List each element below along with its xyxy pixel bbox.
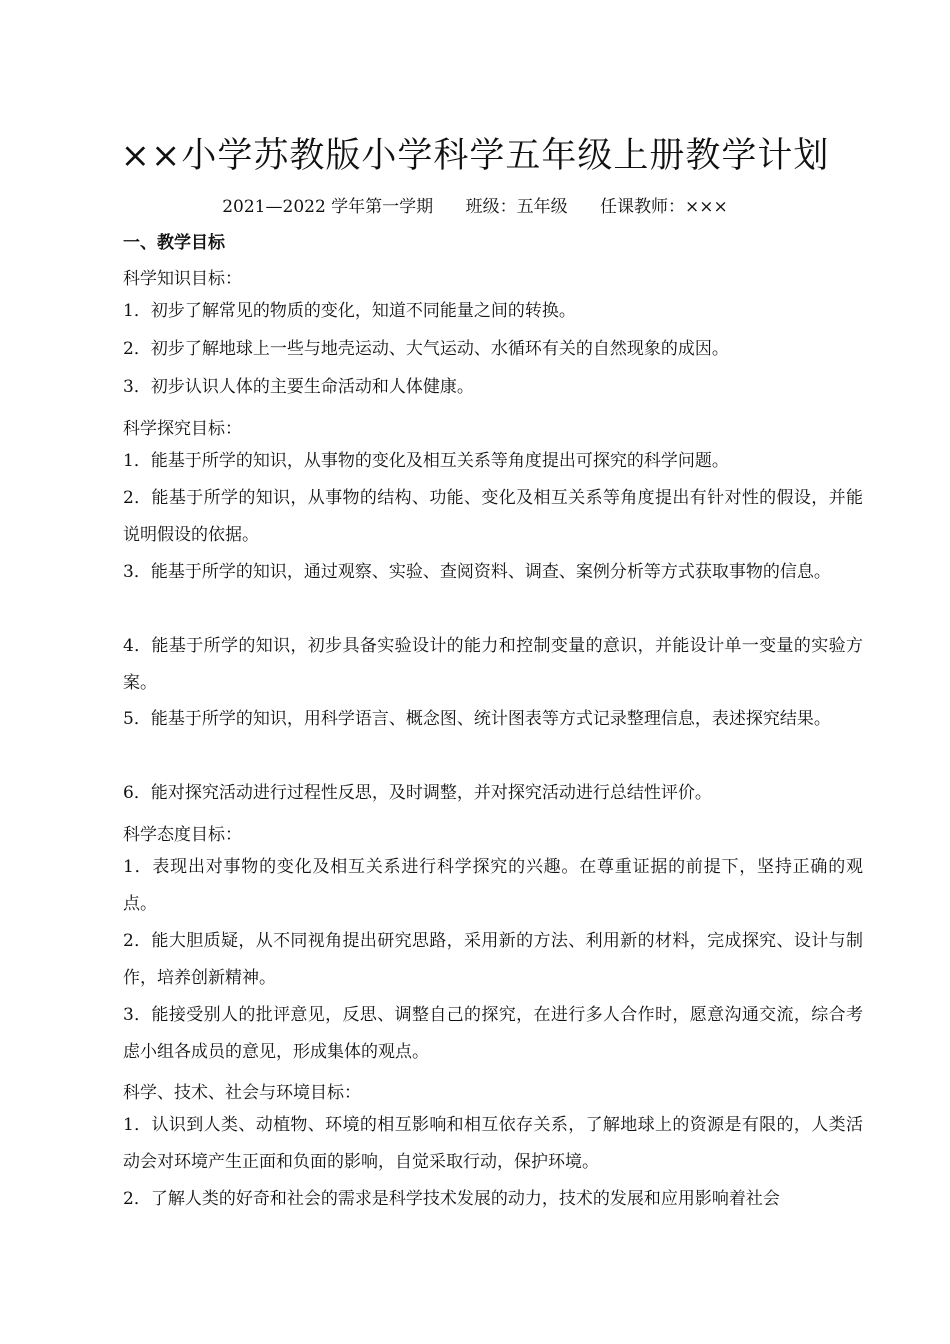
list-item: 3．能接受别人的批评意见，反思、调整自己的探究，在进行多人合作时，愿意沟通交流，综合考虑小组各成员的意见，形成集体的观点。: [123, 1005, 863, 1062]
attitude-goals-label: 科学态度目标：: [123, 825, 242, 845]
list-item: 4．能基于所学的知识，初步具备实验设计的能力和控制变量的意识，并能设计单一变量的实验方案。: [123, 636, 863, 693]
list-item: 3．初步认识人体的主要生命活动和人体健康。: [123, 377, 474, 397]
list-item: 2．了解人类的好奇和社会的需求是科学技术发展的动力，技术的发展和应用影响着社会: [123, 1189, 780, 1209]
inquiry-goals-label: 科学探究目标：: [123, 419, 242, 439]
list-item: 2．能基于所学的知识，从事物的结构、功能、变化及相互关系等角度提出有针对性的假设，并能说明假设的依据。: [123, 488, 863, 545]
list-item: 2．初步了解地球上一些与地壳运动、大气运动、水循环有关的自然现象的成因。: [123, 339, 729, 359]
list-item: 3．能基于所学的知识，通过观察、实验、查阅资料、调查、案例分析等方式获取事物的信息。: [123, 562, 831, 582]
list-item: 1．能基于所学的知识，从事物的变化及相互关系等角度提出可探究的科学问题。: [123, 451, 729, 471]
section-heading: 一、教学目标: [123, 233, 225, 253]
document-meta: 2021—2022 学年第一学期 班级：五年级 任课教师：×××: [222, 197, 728, 217]
list-item: 5．能基于所学的知识，用科学语言、概念图、统计图表等方式记录整理信息，表述探究结果。: [123, 709, 831, 729]
list-item: 1．认识到人类、动植物、环境的相互影响和相互依存关系，了解地球上的资源是有限的，人类活动会对环境产生正面和负面的影响，自觉采取行动，保护环境。: [123, 1115, 863, 1172]
knowledge-goals-label: 科学知识目标：: [123, 269, 242, 289]
stse-goals-label: 科学、技术、社会与环境目标：: [123, 1083, 361, 1103]
list-item: 1．表现出对事物的变化及相互关系进行科学探究的兴趣。在尊重证据的前提下，坚持正确的观点。: [123, 857, 863, 914]
list-item: 6．能对探究活动进行过程性反思，及时调整，并对探究活动进行总结性评价。: [123, 783, 712, 803]
list-item: 1．初步了解常见的物质的变化，知道不同能量之间的转换。: [123, 301, 576, 321]
document-title: ××小学苏教版小学科学五年级上册教学计划: [120, 136, 830, 176]
list-item: 2．能大胆质疑，从不同视角提出研究思路，采用新的方法、利用新的材料，完成探究、设计与制作，培养创新精神。: [123, 931, 863, 988]
